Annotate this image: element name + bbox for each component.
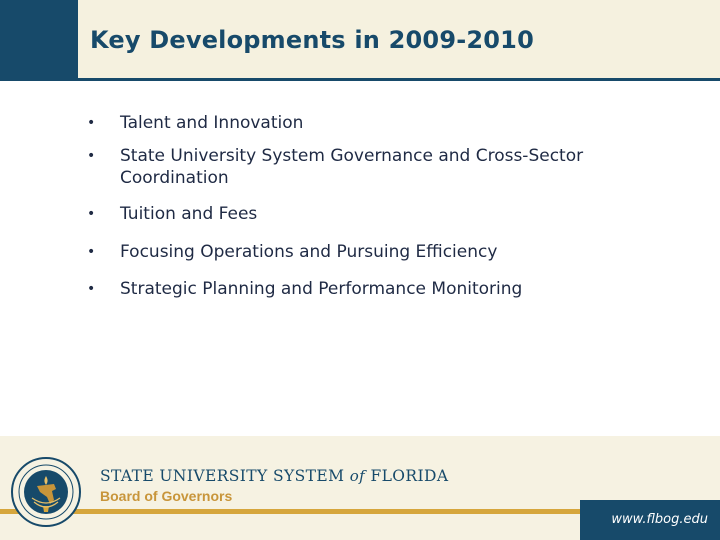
bullet-item [82,241,682,263]
state-university-system-seal-icon [10,456,82,528]
bullet-icon: • [87,281,96,297]
bullet-item [82,145,682,189]
bullet-text: Strategic Planning and Performance Monitoring [120,279,523,299]
organization-name-part1: STATE UNIVERSITY SYSTEM [100,467,345,485]
bullet-item [82,278,682,300]
bullet-text: Tuition and Fees [120,204,258,224]
bullet-list [82,112,682,300]
organization-name-part2: FLORIDA [370,467,449,485]
bullet-icon: • [87,148,96,164]
bullet-item [82,112,682,134]
organization-name-of: of [349,467,366,485]
bullet-icon: • [87,244,96,260]
bullet-item [82,203,682,225]
slide-title: Key Developments in 2009-2010 [90,26,534,54]
organization-subtitle: Board of Governors [100,488,233,504]
bullet-icon: • [87,206,96,222]
bullet-text: Focusing Operations and Pursuing Efficiency [120,242,498,262]
website-url: www.flbog.edu [611,512,708,527]
organization-name [100,467,448,485]
bullet-text: State University System Governance and Cross-Sector Coordination [120,146,584,188]
header-accent-block [0,0,78,78]
header-divider [0,78,720,81]
bullet-icon: • [87,115,96,131]
footer-bottom-band [0,514,580,540]
bullet-text: Talent and Innovation [120,113,304,133]
